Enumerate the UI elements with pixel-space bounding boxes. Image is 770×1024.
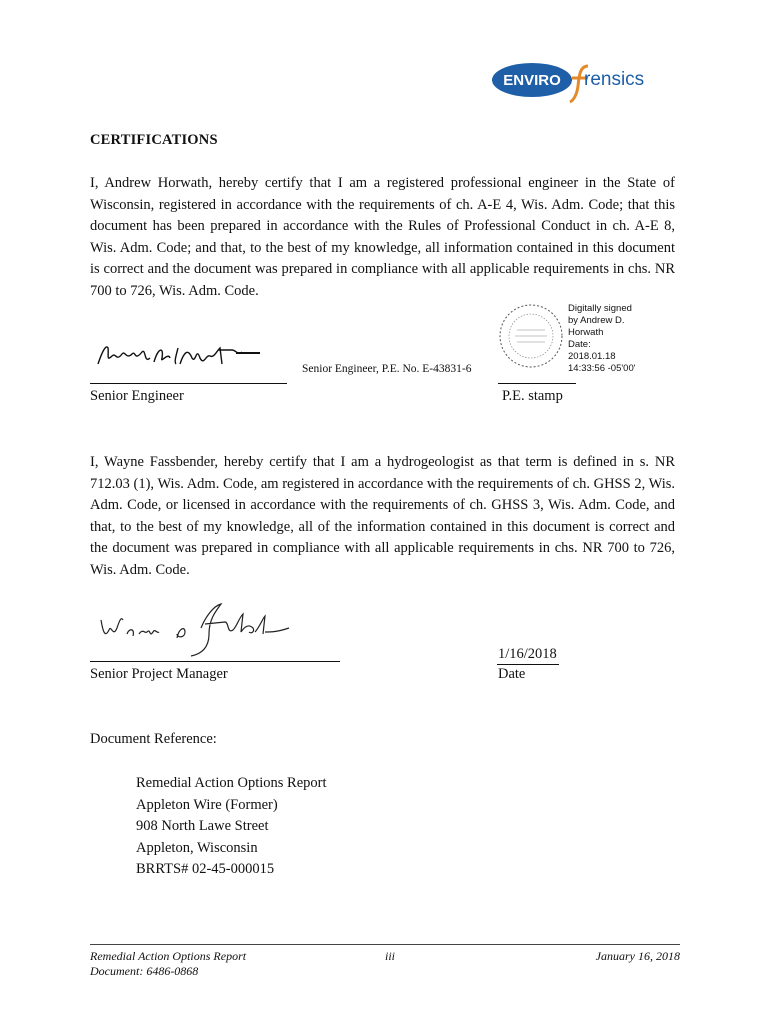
signer-2-role: Senior Project Manager [90,666,228,682]
reference-line: 908 North Lawe Street [136,818,269,834]
hydrogeologist-certification-statement: I, Wayne Fassbender, hereby certify that I am a hydrogeologist as that term is defined in s. NR 712.03 (1), Wis. Adm. Code, am registered in accordance with the requirements of ch. GHSS 2, Wis. Adm. Code, or licensed in accordance with the requirements of ch. GHSS 3, Wis. Adm. Code, and that, to the best of my knowledge, all of the information contained in this document is correct and the document was prepared in compliance with all applicable requirements in chs. NR 700 to 726, Wis. Adm. Code. [90,454,675,578]
footer-date: January 16, 2018 [595,949,680,963]
logo-rensics-text: rensics [584,69,645,90]
reference-line: Appleton Wire (Former) [136,796,278,813]
footer-left [90,949,246,978]
signer-1-role: Senior Engineer [90,388,184,404]
digital-signature-line: Date: [568,339,591,350]
footer-rule [90,944,680,945]
enviroforensics-logo [492,58,677,104]
andrew-horwath-signature [92,338,267,372]
pe-stamp-seal [497,302,565,370]
footer-report-title: Remedial Action Options Report [90,949,247,963]
date-label: Date [498,666,526,682]
footer-page-number: iii [384,949,395,963]
signature-flourish [236,352,260,354]
sign-date: 1/16/2018 [498,646,557,662]
wayne-fassbender-signature [93,598,293,660]
date-line [497,664,559,665]
signature-line-1 [90,383,287,384]
document-reference-list [136,773,327,881]
digital-signature-line: Digitally signed [568,303,632,314]
digital-signature-line: 2018.01.18 [568,351,616,362]
certifications-heading: CERTIFICATIONS [90,132,218,148]
reference-line: Appleton, Wisconsin [136,839,258,856]
document-reference-label: Document Reference: [90,731,217,747]
digital-signature-line: Horwath [568,327,604,338]
reference-line: BRRTS# 02-45-000015 [136,861,275,877]
logo-enviro-text: ENVIRO [503,72,561,89]
digital-signature-block [568,303,650,375]
engineer-pe-number: Senior Engineer, P.E. No. E-43831-6 [302,363,472,375]
stamp-line [498,383,576,384]
signature-line-2 [90,661,340,662]
pe-stamp-label: P.E. stamp [502,388,563,404]
engineer-certification-statement: I, Andrew Horwath, hereby certify that I am a registered professional engineer in the State of Wisconsin, registered in accordance with the requirements of ch. A-E 4, Wis. Adm. Code; that this document has been prepared in accordance with the Rules of Professional Conduct in ch. A-E 8, Wis. Adm. Code; and that, to the best of my knowledge, all information contained in this document is correct and the document was prepared in compliance with all applicable requirements in chs. NR 700 to 726, Wis. Adm. Code. [90,175,675,299]
footer-document-number: Document: 6486-0868 [90,963,199,978]
reference-line: Remedial Action Options Report [136,775,327,791]
digital-signature-line: by Andrew D. [568,315,625,326]
digital-signature-line: 14:33:56 -05'00' [568,363,636,374]
